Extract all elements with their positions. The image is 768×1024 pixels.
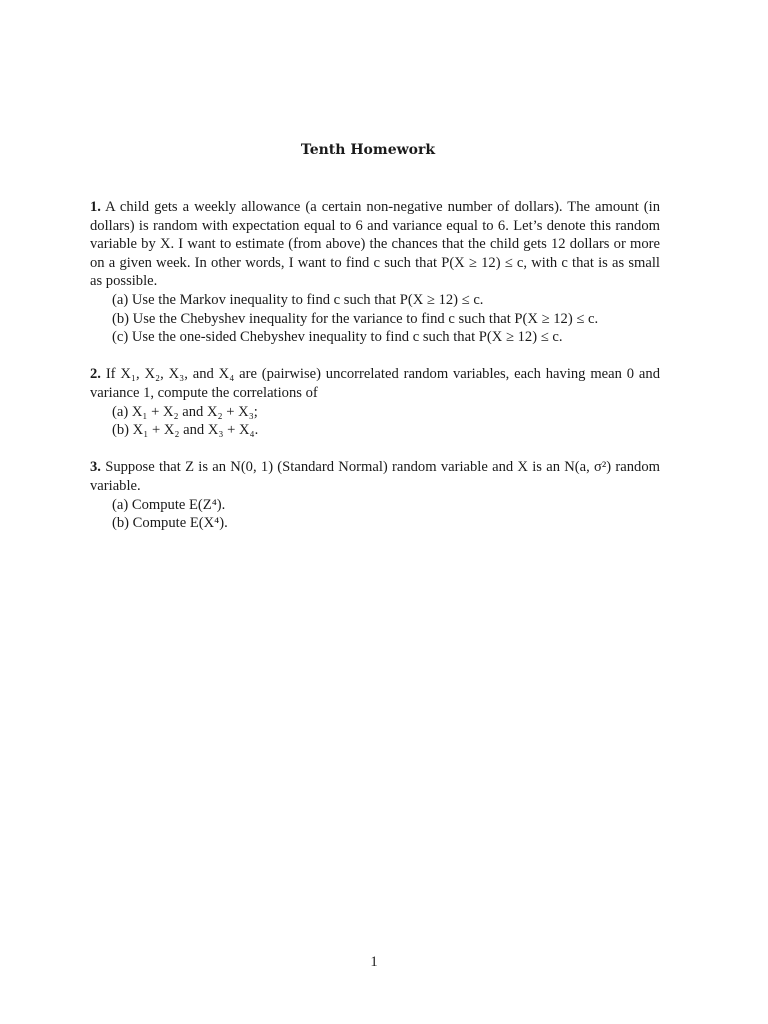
problem-3-intro: Suppose that Z is an N(0, 1) (Standard Normal) random variable and X is an N(a, σ²) random variable. (90, 459, 660, 494)
problem-2-part-a: (a) X₁ + X₂ and X₂ + X₃; (112, 403, 258, 420)
problem-1 (90, 198, 660, 347)
problem-1-part-a: (a) Use the Markov inequality to find c such that P(X ≥ 12) ≤ c. (112, 291, 484, 308)
problem-1-number: 1. (90, 199, 101, 215)
problem-2-number: 2. (90, 366, 101, 383)
problem-2-part-b: (b) X₁ + X₂ and X₃ + X₄. (112, 422, 259, 439)
document-body (90, 198, 660, 551)
problem-2-intro: If X₁, X₂, X₃, and X₄ are (pairwise) uncorrelated random variables, each having mean 0 and variance 1, compute the correlations of (90, 366, 660, 401)
problem-2 (90, 365, 660, 439)
problem-3-intro-line (90, 458, 660, 495)
problem-1-part-b: (b) Use the Chebyshev inequality for the variance to find c such that P(X ≥ 12) ≤ c. (112, 310, 599, 327)
problem-1-part-c: (c) Use the one-sided Chebyshev inequality to find c such that P(X ≥ 12) ≤ c. (112, 329, 563, 346)
page-number: 1 (370, 954, 378, 970)
page-title: Tenth Homework (300, 142, 436, 158)
problem-1-intro: A child gets a weekly allowance (a certain non-negative number of dollars). The amount (in dollars) is random with expectation equal to 6 and variance equal to 6. Let’s denote this random variable by X. I want to estimate (from above) the chances that the child gets 12 dollars or more on a given week. In other words, I want to find c such that P(X ≥ 12) ≤ c, with c that is as small as possible. (90, 199, 660, 290)
problem-3-part-a: (a) Compute E(Z⁴). (112, 496, 226, 513)
problem-3-part-b: (b) Compute E(X⁴). (112, 515, 228, 532)
problem-3 (90, 458, 660, 532)
problem-1-intro-line (90, 198, 660, 291)
problem-3-number: 3. (90, 459, 101, 476)
problem-2-intro-line (90, 365, 660, 402)
